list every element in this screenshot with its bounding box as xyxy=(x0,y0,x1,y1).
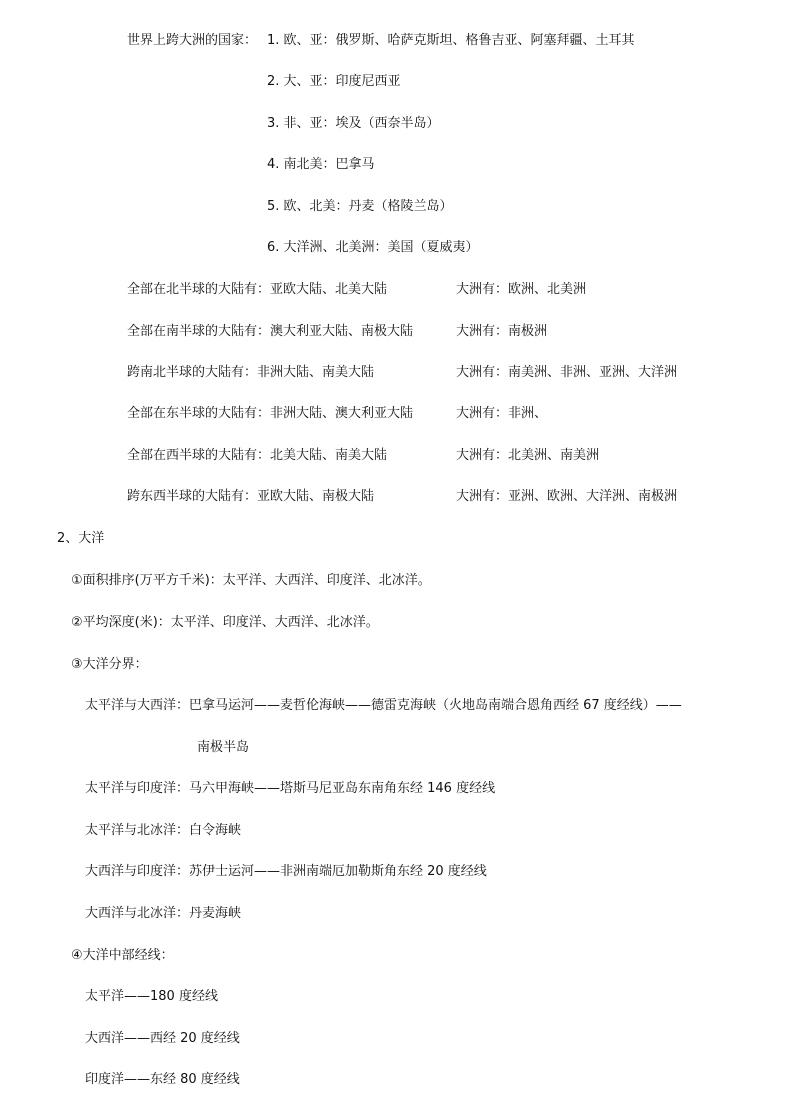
hemisphere-region: 大洲有：南美洲、非洲、亚洲、大洋洲 xyxy=(456,365,678,380)
hemisphere-region: 大洲有：欧洲、北美洲 xyxy=(456,282,587,297)
hemisphere-continent: 跨南北半球的大陆有：非洲大陆、南美大陆 xyxy=(127,365,375,380)
transcontinental-item: 3. 非、亚：埃及（西奈半岛） xyxy=(267,116,440,131)
ocean-depth-order: ②平均深度(米)：太平洋、印度洋、大西洋、北冰洋。 xyxy=(71,615,379,630)
transcontinental-item: 1. 欧、亚：俄罗斯、哈萨克斯坦、格鲁吉亚、阿塞拜疆、土耳其 xyxy=(267,33,635,48)
hemisphere-continent: 全部在北半球的大陆有：亚欧大陆、北美大陆 xyxy=(127,282,388,297)
transcontinental-item: 5. 欧、北美：丹麦（格陵兰岛） xyxy=(267,199,453,214)
hemisphere-region: 大洲有：北美洲、南美洲 xyxy=(456,448,600,463)
ocean-boundary: 太平洋与印度洋：马六甲海峡——塔斯马尼亚岛东南角东经 146 度经线 xyxy=(85,781,496,796)
ocean-boundary-continuation: 南极半岛 xyxy=(197,740,250,755)
hemisphere-continent: 全部在西半球的大陆有：北美大陆、南美大陆 xyxy=(127,448,388,463)
transcontinental-heading: 世界上跨大洲的国家： xyxy=(127,33,258,48)
ocean-meridian: 太平洋——180 度经线 xyxy=(85,989,218,1004)
ocean-meridians-heading: ④大洋中部经线： xyxy=(71,948,174,963)
ocean-boundary: 大西洋与北冰洋：丹麦海峡 xyxy=(85,906,242,921)
ocean-boundary: 太平洋与北冰洋：白令海峡 xyxy=(85,823,242,838)
ocean-meridian: 印度洋——东经 80 度经线 xyxy=(85,1072,240,1087)
ocean-meridian: 大西洋——西经 20 度经线 xyxy=(85,1031,240,1046)
section-heading: 2、大洋 xyxy=(57,531,105,546)
hemisphere-region: 大洲有：南极洲 xyxy=(456,324,548,339)
hemisphere-continent: 全部在东半球的大陆有：非洲大陆、澳大利亚大陆 xyxy=(127,406,414,421)
hemisphere-region: 大洲有：亚洲、欧洲、大洋洲、南极洲 xyxy=(456,489,678,504)
transcontinental-item: 2. 大、亚：印度尼西亚 xyxy=(267,74,401,89)
ocean-boundary: 太平洋与大西洋：巴拿马运河——麦哲伦海峡——德雷克海峡（火地岛南端合恩角西经 67 度经线）—— xyxy=(85,698,682,713)
transcontinental-item: 6. 大洋洲、北美洲：美国（夏威夷） xyxy=(267,240,479,255)
ocean-boundary: 大西洋与印度洋：苏伊士运河——非洲南端厄加勒斯角东经 20 度经线 xyxy=(85,864,487,879)
transcontinental-item: 4. 南北美：巴拿马 xyxy=(267,157,375,172)
ocean-boundaries-heading: ③大洋分界： xyxy=(71,657,148,672)
hemisphere-region: 大洲有：非洲、 xyxy=(456,406,548,421)
hemisphere-continent: 全部在南半球的大陆有：澳大利亚大陆、南极大陆 xyxy=(127,324,414,339)
hemisphere-continent: 跨东西半球的大陆有：亚欧大陆、南极大陆 xyxy=(127,489,375,504)
ocean-area-order: ①面积排序(万平方千米)：太平洋、大西洋、印度洋、北冰洋。 xyxy=(71,573,431,588)
